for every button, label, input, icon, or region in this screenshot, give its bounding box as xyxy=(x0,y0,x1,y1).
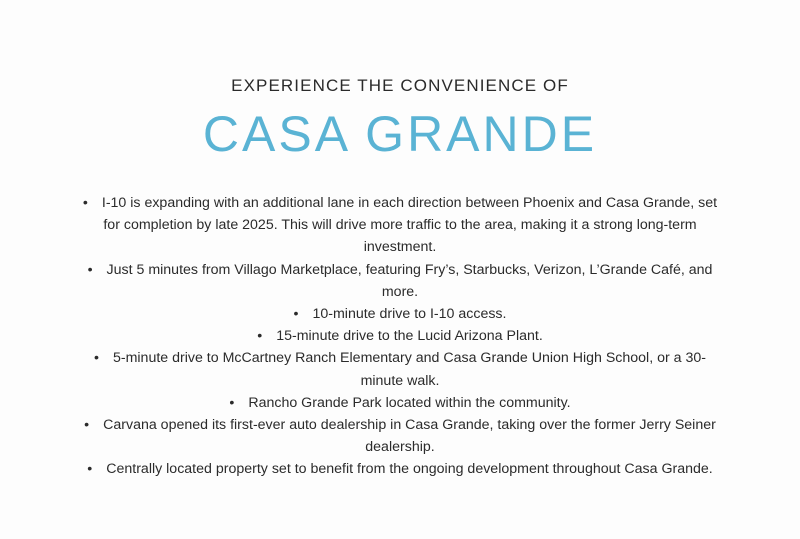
list-item xyxy=(82,347,718,391)
bullet-icon: • xyxy=(82,195,88,211)
list-item-text: I-10 is expanding with an additional lane in each direction between Phoenix and Casa Grande, set for completion by late 2025. This will drive more traffic to the area, making it a strong long-term investment. xyxy=(101,195,718,256)
heading-kicker: EXPERIENCE THE CONVENIENCE OF xyxy=(231,76,569,95)
bullet-icon: • xyxy=(87,461,93,478)
list-item-text: 15-minute drive to the Lucid Arizona Plant. xyxy=(276,328,543,345)
list-item xyxy=(82,392,718,414)
page-title: CASA GRANDE xyxy=(202,106,598,162)
list-item-text: Rancho Grande Park located within the community. xyxy=(248,394,571,411)
bullet-icon: • xyxy=(257,328,263,345)
list-item xyxy=(82,458,718,480)
list-item-text: Just 5 minutes from Villago Marketplace, featuring Fry’s, Starbucks, Verizon, L’Grande Café, and more. xyxy=(106,261,713,300)
bullet-icon: • xyxy=(84,417,90,434)
list-item xyxy=(82,303,718,325)
list-item xyxy=(82,414,718,458)
list-item xyxy=(82,259,718,303)
list-item xyxy=(82,192,718,259)
feature-list xyxy=(82,192,718,481)
bullet-icon: • xyxy=(293,306,299,323)
bullet-icon: • xyxy=(94,350,99,367)
list-item-text: 5-minute drive to McCartney Ranch Elementary and Casa Grande Union High School, or a 30-minute walk. xyxy=(112,350,706,389)
bullet-icon: • xyxy=(87,261,93,278)
list-item-text: 10-minute drive to I-10 access. xyxy=(312,306,507,323)
list-item xyxy=(82,325,718,347)
list-item-text: Carvana opened its first-ever auto dealership in Casa Grande, taking over the former Jerry Seiner dealership. xyxy=(103,417,716,456)
bullet-icon: • xyxy=(229,394,235,411)
list-item-text: Centrally located property set to benefit from the ongoing development throughout Casa Grande. xyxy=(106,461,713,478)
